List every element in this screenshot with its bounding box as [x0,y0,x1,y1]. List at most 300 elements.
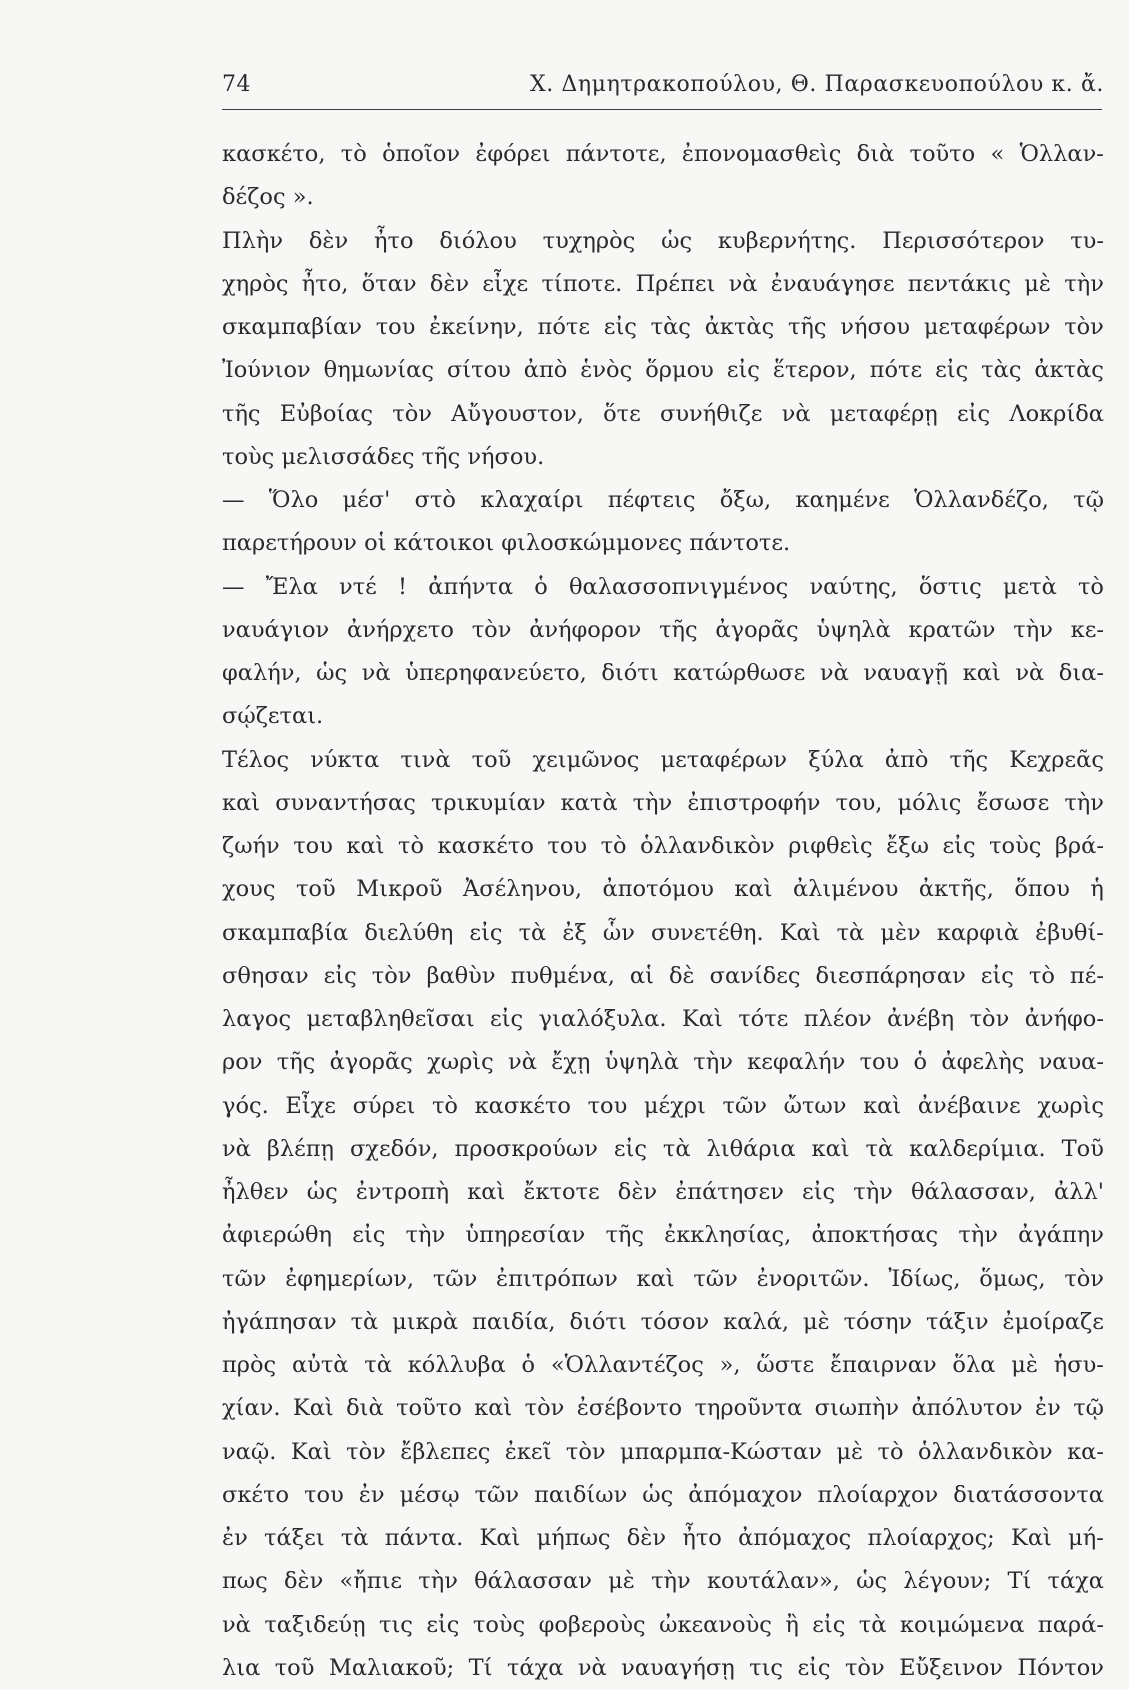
word: σκαμπαβίαν [222,314,362,340]
word: ξύλα [808,746,864,773]
word: διόλου [439,227,517,254]
word: ἐπιστροφήν [687,789,821,816]
word: διότι [601,660,659,686]
word: ὑπερηφανεύετο, [405,660,587,686]
word: Καὶ [479,1525,521,1551]
word: καὶ [962,660,1001,686]
page-number: 74 [222,72,251,97]
word: πεντάκις [907,270,1012,297]
text-line-content: παρετήρουν οἱ κάτοικοι φιλοσκώμμονες πάντοτε. [222,530,791,557]
word: ἀποτόμου [602,876,714,903]
word: τάξει [264,1525,325,1551]
word: τὸ [340,141,367,167]
word: ἦτο [682,1525,722,1551]
word: ζωήν [222,833,280,859]
word: λια [222,1654,261,1681]
word: τὸν [471,616,512,643]
word: καημένε [795,487,890,513]
word: εἰς [935,357,969,384]
word: συνετέθη. [650,919,764,946]
word: τὰ [662,1135,691,1162]
text-line [222,912,1104,955]
word: ἐφόρει [475,141,551,167]
word: βλέπῃ [266,1135,335,1162]
word: », [719,1352,741,1378]
word: ὑψηλὰ [816,616,891,643]
word: ἀλλ' [1054,1179,1104,1205]
word: ἔσωσε [976,789,1050,816]
word: νὰ [577,1654,607,1681]
word: Πρέπει [635,270,716,297]
word: ἕτερον, [772,357,857,384]
word: ἔχῃ [551,1049,591,1076]
word: ἐπονομασθεὶς [681,141,842,167]
word: ἐν [222,1525,248,1551]
word: θημωνίας [323,357,434,384]
word: παιδίων [534,1481,628,1508]
text-line [222,1474,1104,1517]
word: ὡς [661,227,693,254]
word: μεταφέρων [923,314,1051,340]
word: δὲν [626,1525,667,1551]
word: καὶ [474,1395,513,1422]
word: γός. [222,1092,269,1119]
word: τὸ [398,833,425,859]
word: ἐν [358,1481,385,1508]
word: μόλις [897,789,962,816]
word: ναύτης, [809,573,898,600]
word: τῶν [474,1481,520,1508]
word: καὶ [863,1092,902,1119]
text-line [222,868,1104,911]
word: εἰς [797,1654,831,1681]
word: τῆς [605,1222,644,1249]
word: Εὔξεινον [899,1654,1003,1681]
word: ὄξω, [719,487,772,513]
word: ἐξ [562,919,587,946]
word: τῶν [722,1092,767,1119]
word: μὲ [836,1438,864,1465]
word: ὡς [642,1481,674,1508]
text-line [222,1085,1104,1128]
word: εἰς [426,1611,460,1638]
word: εἶχε [482,270,529,297]
word: του [587,1092,628,1119]
word: τάχα [506,1654,564,1681]
word: ναυαγῇ [863,660,949,686]
running-head [222,72,1104,108]
word: προσκρούων [454,1135,598,1162]
word: κόλλυβα [407,1352,506,1378]
word: ὥστε [756,1352,815,1378]
word: εἰς [469,919,503,946]
word: διελύθη [364,919,454,946]
word: μετὰ [1002,573,1057,600]
word: Καὶ [779,919,821,946]
word: ἀνέβη [887,1006,955,1032]
word: τῆς [222,400,261,427]
word: ὁλλανδικὸν [640,833,775,859]
word: πλοίαρχος; [867,1525,995,1551]
word: χωρὶς [427,1049,494,1076]
word: δὲν [429,270,470,297]
word: ἦλθεν [222,1179,289,1205]
word: τὴν [405,1222,446,1249]
word: Εἶχε [285,1092,336,1119]
text-line [222,1128,1104,1171]
word: συναντήσας [275,789,416,816]
word: ντέ [339,573,377,600]
word: τὸ [877,1438,904,1465]
word: τοῦ [295,876,336,903]
word: σχεδόν, [349,1135,439,1162]
text-line [222,566,1104,609]
running-head-title: Χ. Δημητρακοπούλου, Θ. Παρασκευοπούλου κ. ἄ. [529,72,1104,97]
text-line [222,652,1104,695]
word: καὶ [811,1135,850,1162]
word: τάχα [1047,1568,1104,1595]
word: του [547,833,588,859]
word: ἀποκτήσας [811,1222,939,1249]
word: τὸ [600,833,627,859]
word: τὰ [340,1525,369,1551]
text-line [222,479,1104,522]
word: πάντα. [384,1525,464,1551]
text-line [222,263,1104,306]
word: νὰ [508,1049,537,1076]
word: ἐφημερίων, [285,1265,415,1292]
word: ναυάγιον [222,616,330,643]
word: χίαν. [222,1395,281,1422]
word: διατάσσοντα [953,1481,1104,1508]
word: τοῦ [471,746,512,773]
word: Μικροῦ [356,876,443,903]
word: τοῦτο [396,1395,462,1422]
word: μικρὰ [392,1308,459,1335]
word: ἀγορᾶς [329,1049,413,1076]
word: ἐν [1035,1395,1061,1422]
word: τὸν [969,1006,1010,1032]
text-line [222,955,1104,998]
word: ναῷ. [222,1438,277,1465]
text-line [222,695,1104,738]
word: Ὁλλαν- [1019,141,1104,167]
word: ἦτο, [301,270,349,297]
word: ὧν [602,919,635,946]
word: ἐκκλησίας, [664,1222,792,1249]
word: ἀφελὴς [941,1049,1025,1076]
word: ἀνέβαινε [917,1092,1021,1119]
word: σκέτο [222,1481,290,1508]
word: Ἰούνιον [222,357,311,384]
text-line-content: σῴζεται. [222,703,324,730]
word: ἐπάτησεν [675,1179,784,1205]
word: τῷ [1073,487,1104,513]
word: ἀνήφορον [529,616,642,643]
word: τῆς [276,1049,316,1076]
word: πως [222,1568,268,1595]
word: τὴν [1064,789,1104,816]
word: τὴν [1064,270,1104,297]
text-line [222,1517,1104,1560]
word: Ἰδίως, [888,1265,961,1292]
text-line-content: δέζος ». [222,184,314,211]
word: ὁποῖον [382,141,461,167]
word: Αὔγουστον, [451,400,584,427]
word: τις [749,1654,783,1681]
word: κοιμώμενα [899,1611,1025,1638]
word: νὰ [781,400,811,427]
word: ἀπόμαχον [688,1481,803,1508]
word: τις [379,1611,413,1638]
word: Τί [1007,1568,1032,1595]
word: τόσην [843,1308,913,1335]
text-line [222,436,1104,479]
word: κουτάλαν», [706,1568,840,1595]
word: Ὁλλανδέζο, [914,487,1049,513]
word: τρικυμίαν [430,789,546,816]
word: τὰ [836,919,865,946]
word: τῷ [1073,1395,1104,1422]
word: ἀκτὰς [704,314,775,340]
word: νὰ [728,270,758,297]
word: σίτου [446,357,511,384]
word: τηροῦντα [694,1395,803,1422]
word: τὸν [346,1438,386,1465]
word: πάντοτε, [565,141,667,167]
word: εἰς [323,962,357,989]
word: τότε [738,1006,789,1032]
word: τοῦτο [909,141,976,167]
word: βρά- [1054,833,1104,859]
word: ἀπήντα [428,573,514,600]
word: ἀγάπην [1018,1222,1104,1249]
word: εἰς [726,357,760,384]
word: ἐβυθί- [1035,919,1104,946]
word: μπαρμπα-Κώσταν [620,1438,822,1465]
word: τινὰ [400,746,451,773]
word: μεταφέρων [660,746,788,773]
word: ἐκεῖ [504,1438,552,1465]
word: τῶν [222,1265,267,1292]
word: ὁ [521,1352,536,1378]
word: ὅλα [952,1352,996,1378]
word: τὸ [1077,573,1104,600]
word: του [304,1481,344,1508]
word: Τοῦ [1061,1135,1104,1162]
word: «ἤπιε [339,1568,403,1595]
word: τὸν [565,1438,606,1465]
word: εἰς [980,962,1014,989]
word: ἦτο [374,227,414,254]
word: παρά- [1037,1611,1104,1638]
word: νὰ [819,660,849,686]
body-text [222,133,1104,1690]
word: — [222,487,245,513]
word: ἢ [785,1611,799,1638]
word: τὸν [1064,314,1104,340]
word: Εὐβοίας [279,400,374,427]
text-line [222,825,1104,868]
word: ἐπιτρόπων [496,1265,618,1292]
word: Κεχρεᾶς [1009,746,1104,773]
word: τὰ [858,1611,887,1638]
word: τυχηρὸς [542,227,636,254]
word: πέ- [1069,962,1104,989]
word: Πόντον [1017,1654,1104,1681]
word: ἀπόμαχος [738,1525,852,1551]
word: ἀνήφο- [1024,1006,1104,1032]
word: καὶ [222,789,261,816]
word: τὴν [632,789,673,816]
word: μήπως [536,1525,611,1551]
text-line [222,393,1104,436]
word: ἐντροπὴ [355,1179,450,1205]
text-line [222,609,1104,652]
word: τῆς [787,314,827,340]
word: ὅρμου [645,357,714,384]
word: τάξιν [926,1308,989,1335]
word: Καὶ [290,1438,332,1465]
word: κλαχαίρι [480,487,584,513]
word: ἀκτῆς, [918,876,994,903]
word: τὸν [524,1395,565,1422]
word: ἐναυάγησε [770,270,895,297]
text-line [222,1258,1104,1301]
word: πότε [537,314,590,340]
word: καλά, [723,1308,790,1335]
word: του [375,314,416,340]
word: λέγουν; [903,1568,992,1595]
word: εἰς [352,1222,386,1249]
word: τοῦ [274,1654,315,1681]
text-line [222,176,1104,219]
word: εἰς [490,1006,524,1032]
word: τῶν [693,1265,738,1292]
word: ἀφιερώθη [222,1222,333,1249]
word: εἰς [812,1611,846,1638]
word: χωρὶς [1037,1092,1104,1119]
word: πέφτεις [607,487,696,513]
word: κατώρθωσε [673,660,806,686]
word: κασκέτο [474,1092,571,1119]
text-line [222,998,1104,1041]
word: ἐκείνην, [429,314,524,340]
word: ἠγάπησαν [222,1308,337,1335]
text-line [222,1560,1104,1603]
text-line [222,1171,1104,1214]
word: καλδερίμια. [909,1135,1046,1162]
word: ἐσέβοντο [576,1395,683,1422]
word: του [293,833,333,859]
word: τὰ [364,1352,392,1378]
word: σθησαν [222,962,309,989]
word: του, [835,789,883,816]
word: Ἔλα [265,573,318,600]
word: λιθάρια [706,1135,796,1162]
word: τόσον [640,1308,710,1335]
word: τυ- [1070,227,1104,254]
word: τῆς [659,616,698,643]
word: ἔβλεπες [400,1438,491,1465]
word: νύκτα [310,746,380,773]
word: φαλήν, [222,660,302,686]
word: ὅπου [1014,876,1070,903]
word: βαθὺν [426,962,496,989]
word: μέχρι [643,1092,706,1119]
word: πλέον [803,1006,872,1032]
word: κα- [1067,1438,1104,1465]
word: μὲ [1011,1352,1038,1378]
word: τὴν [651,1568,691,1595]
word: πότε [869,357,923,384]
word: διεσπάρησαν [815,962,966,989]
header-rule [222,109,1102,110]
word: πλοίαρχον [817,1481,939,1508]
text-line [222,1344,1104,1387]
word: ! [398,573,408,600]
word: δὲν [283,1568,324,1595]
word: φοβεροὺς [538,1611,646,1638]
word: ἐμοίραζε [1002,1308,1104,1335]
word: τὰ [350,1308,379,1335]
word: διὰ [856,141,895,167]
text-line-content: τοὺς μελισσάδες τῆς νήσου. [222,443,545,470]
word: τὸν [1064,1265,1104,1292]
word: σανίδες [709,962,801,989]
word: ἔξω [886,833,929,859]
word: τῆς [949,746,989,773]
word: τὴν [1013,616,1053,643]
word: δὲ [668,962,695,989]
word: δὲν [308,227,349,254]
word: Τέλος [222,746,290,773]
word: κε- [1070,616,1104,643]
word: «Ὁλλαντέζος [550,1352,704,1378]
word: Ἀσέληνου, [462,876,583,903]
word: ὅμως, [979,1265,1046,1292]
word: μὲ [1024,270,1051,297]
text-line [222,1604,1104,1647]
word: τὸν [392,400,432,427]
word: Καὶ [1011,1525,1052,1551]
word: εἰς [942,833,976,859]
word: διότι [569,1308,627,1335]
word: Τί [468,1654,493,1681]
word: ἐνοριτῶν. [756,1265,870,1292]
word: τῶν [432,1265,478,1292]
word: ἑνὸς [580,357,633,384]
word: νὰ [222,1611,251,1638]
word: μὲν [880,919,921,946]
text-line [222,739,1104,782]
word: μεταβληθεῖσαι [306,1006,475,1032]
word: τὸν [371,962,412,989]
word: πυθμένα, [510,962,615,989]
word: τὴν [418,1568,458,1595]
text-line [222,1301,1104,1344]
text-line [222,220,1104,263]
word: εἰς [957,400,991,427]
word: μὲ [802,1308,830,1335]
word: ἀπόλυτον [911,1395,1023,1422]
word: γιαλόξυλα. [538,1006,667,1032]
word: τὴν [958,1222,998,1249]
word: ὡς [306,1179,338,1205]
text-line [222,1214,1104,1257]
word: Καὶ [681,1006,723,1032]
word: του [859,1049,900,1076]
